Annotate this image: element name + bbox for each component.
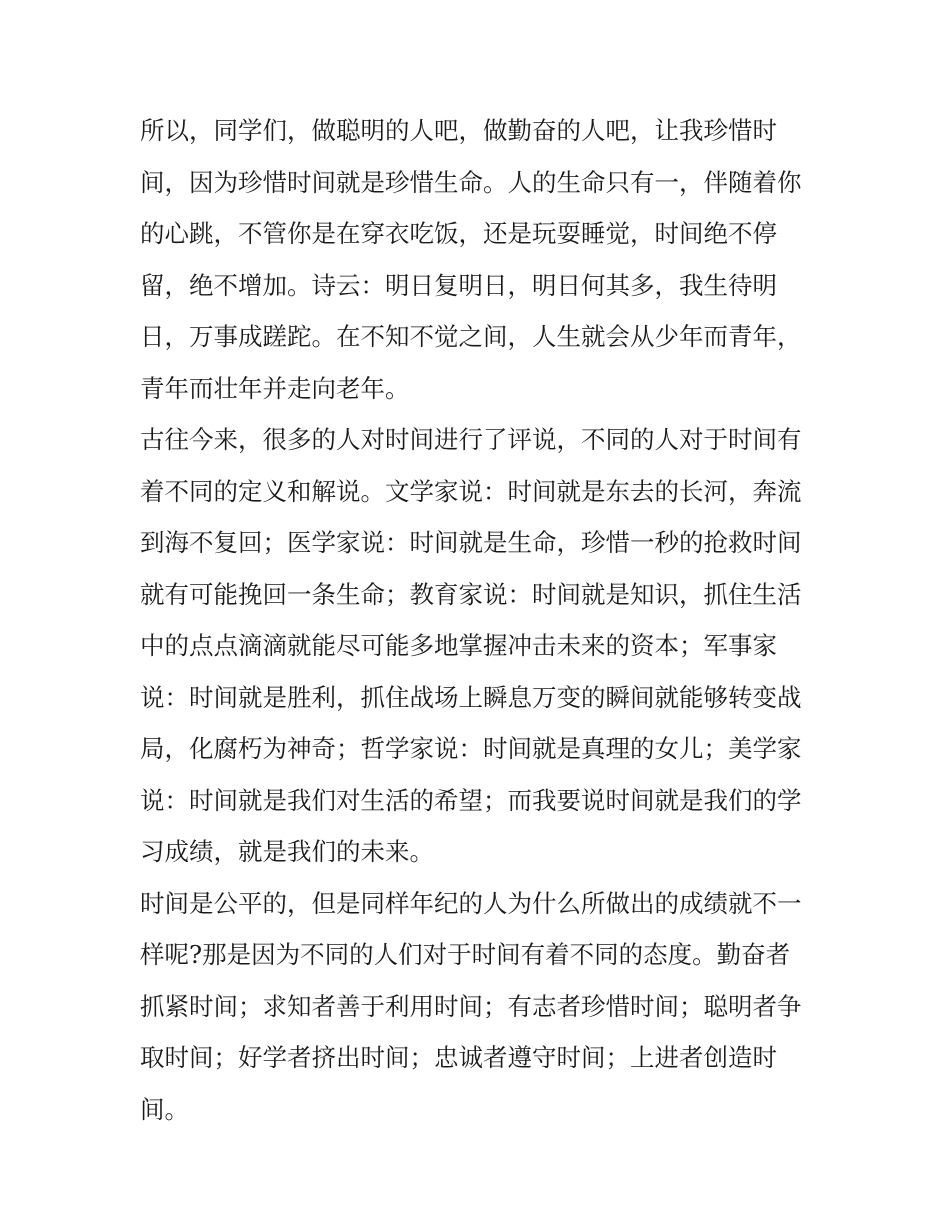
paragraph-3: [140, 878, 820, 1136]
text-line: 中的点点滴滴就能尽可能多地掌握冲击未来的资本；军事家: [140, 631, 777, 660]
paragraph-1: [140, 105, 820, 414]
paragraph-2: [140, 414, 820, 878]
document-page: [140, 105, 820, 1135]
text-line: 抓紧时间；求知者善于利用时间；有志者珍惜时间；聪明者争: [140, 991, 802, 1021]
text-line: 习成绩，就是我们的未来。: [140, 837, 434, 866]
text-line: 取时间；好学者挤出时间；忠诚者遵守时间；上进者创造时: [140, 1043, 777, 1072]
text-line: 间。: [140, 1094, 189, 1124]
text-line: 着不同的定义和解说。文学家说：时间就是东去的长河，奔流: [140, 476, 802, 506]
text-line: 青年而壮年并走向老年。: [140, 373, 410, 403]
text-line: 间，因为珍惜时间就是珍惜生命。人的生命只有一，伴随着你: [140, 167, 802, 197]
text-line: 说：时间就是胜利，抓住战场上瞬息万变的瞬间就能够转变战: [140, 682, 802, 712]
text-line: 说：时间就是我们对生活的希望；而我要说时间就是我们的学: [140, 785, 802, 815]
text-line: 日，万事成蹉跎。在不知不觉之间，人生就会从少年而青年，: [140, 322, 802, 351]
text-line: 局，化腐朽为神奇；哲学家说：时间就是真理的女儿；美学家: [140, 734, 802, 763]
text-line: 就有可能挽回一条生命；教育家说：时间就是知识，抓住生活: [140, 579, 802, 609]
text-line: 到海不复回；医学家说：时间就是生命，珍惜一秒的抢救时间: [140, 528, 802, 557]
text-line: 留，绝不增加。诗云：明日复明日，明日何其多，我生待明: [140, 270, 777, 300]
text-line: 样呢?那是因为不同的人们对于时间有着不同的态度。勤奋者: [140, 940, 791, 969]
text-line: 的心跳，不管你是在穿衣吃饭，还是玩耍睡觉，时间绝不停: [140, 219, 777, 248]
text-line: 所以，同学们，做聪明的人吧，做勤奋的人吧，让我珍惜时: [140, 116, 777, 145]
text-line: 时间是公平的，但是同样年纪的人为什么所做出的成绩就不一: [140, 888, 802, 918]
text-line: 古往今来，很多的人对时间进行了评说，不同的人对于时间有: [140, 425, 802, 454]
